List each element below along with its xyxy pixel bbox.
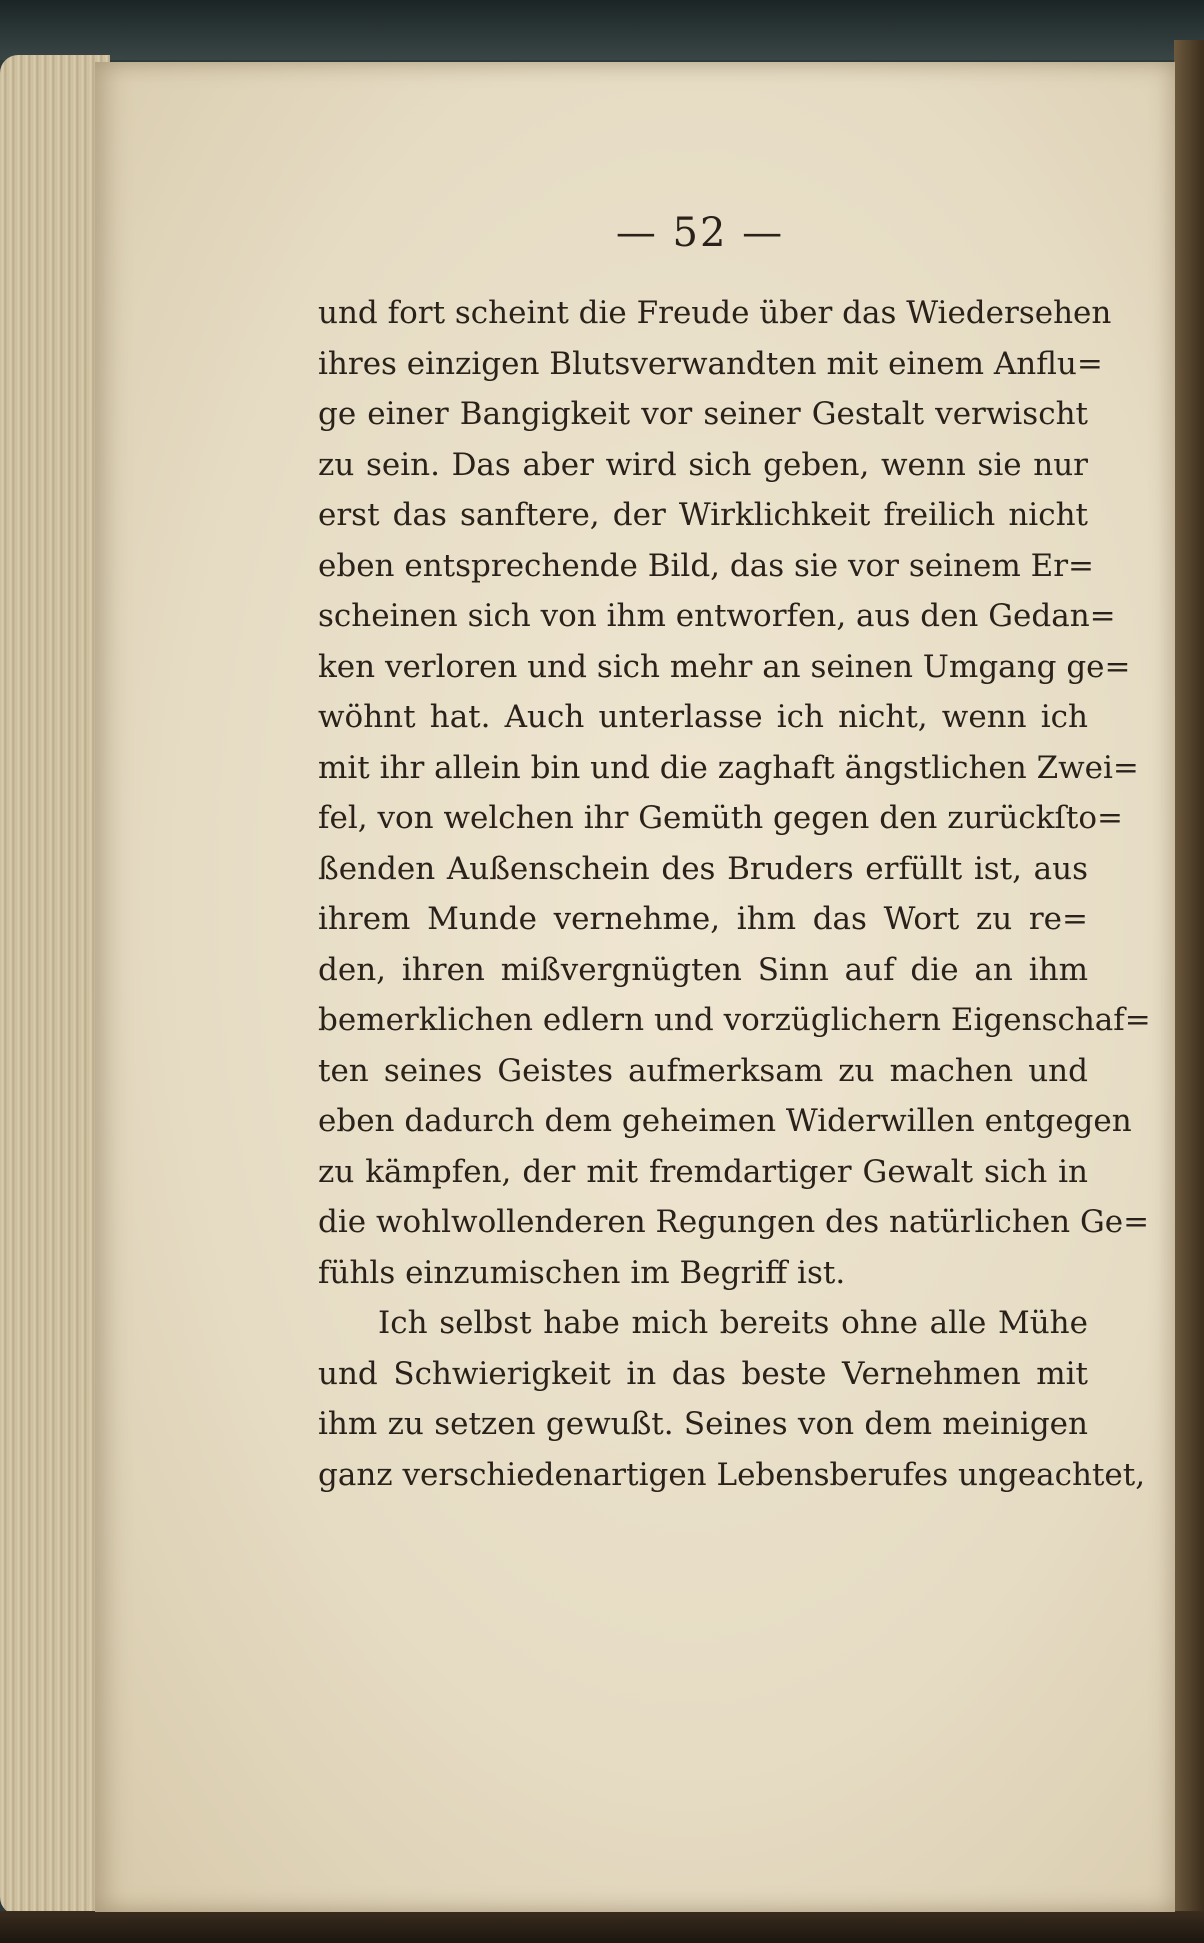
text-line: ge einer Bangigkeit vor seiner Gestalt verwischt [318, 396, 1088, 432]
text-line: ihrem Munde vernehme, ihm das Wort zu re= [318, 901, 1088, 937]
page-stack-edge [0, 55, 110, 1915]
text-line: zu sein. Das aber wird sich geben, wenn sie nur [318, 446, 1088, 483]
text-line: erst das sanftere, der Wirklichkeit freilich nicht [318, 497, 1088, 533]
text-line: ken verloren und sich mehr an seinen Umgang ge= [318, 648, 1131, 685]
paragraph-2 [318, 1298, 1146, 1500]
book-bottom-edge [0, 1911, 1204, 1943]
text-line: ßenden Außenschein des Bruders erfüllt ist, aus [318, 850, 1088, 887]
text-line: ten seines Geistes aufmerksam zu machen und [318, 1052, 1088, 1089]
text-line: den, ihren mißvergnügten Sinn auf die an ihm [318, 951, 1088, 988]
text-line: zu kämpfen, der mit fremdartiger Gewalt sich in [318, 1153, 1088, 1190]
paragraph-1 [318, 288, 1151, 1298]
book-spine [1174, 40, 1204, 1920]
text-line: eben entsprechende Bild, das sie vor seinem Er= [318, 547, 1094, 584]
page-number: — 52 — [615, 210, 785, 256]
text-line: scheinen sich von ihm entworfen, aus den Gedan= [318, 598, 1116, 634]
text-line: ihm zu setzen gewußt. Seines von dem meinigen [318, 1406, 1088, 1442]
body-text [318, 288, 1151, 1500]
text-line: bemerklichen edlern und vorzüglichern Eigenschaf= [318, 1002, 1151, 1038]
text-line: fühls einzumischen im Begriff ist. [318, 1254, 846, 1291]
text-line: eben dadurch dem geheimen Widerwillen entgegen [318, 1103, 1132, 1139]
text-line: Ich selbst habe mich bereits ohne alle Mühe [378, 1305, 1088, 1341]
text-line: ganz verschiedenartigen Lebensberufes ungeachtet, [318, 1456, 1146, 1493]
text-line: fel, von welchen ihr Gemüth gegen den zurückſto= [318, 800, 1124, 836]
text-line: die wohlwollenderen Regungen des natürlichen Ge= [318, 1204, 1150, 1240]
book-top-edge [0, 0, 1204, 60]
text-line: und fort scheint die Freude über das Wiedersehen [318, 295, 1112, 331]
text-line: wöhnt hat. Auch unterlasse ich nicht, wenn ich [318, 699, 1088, 735]
text-line: mit ihr allein bin und die zaghaft ängstlichen Zwei= [318, 749, 1139, 786]
text-line: und Schwierigkeit in das beste Vernehmen mit [318, 1355, 1088, 1392]
text-line: ihres einzigen Blutsverwandten mit einem Anflu= [318, 345, 1103, 382]
